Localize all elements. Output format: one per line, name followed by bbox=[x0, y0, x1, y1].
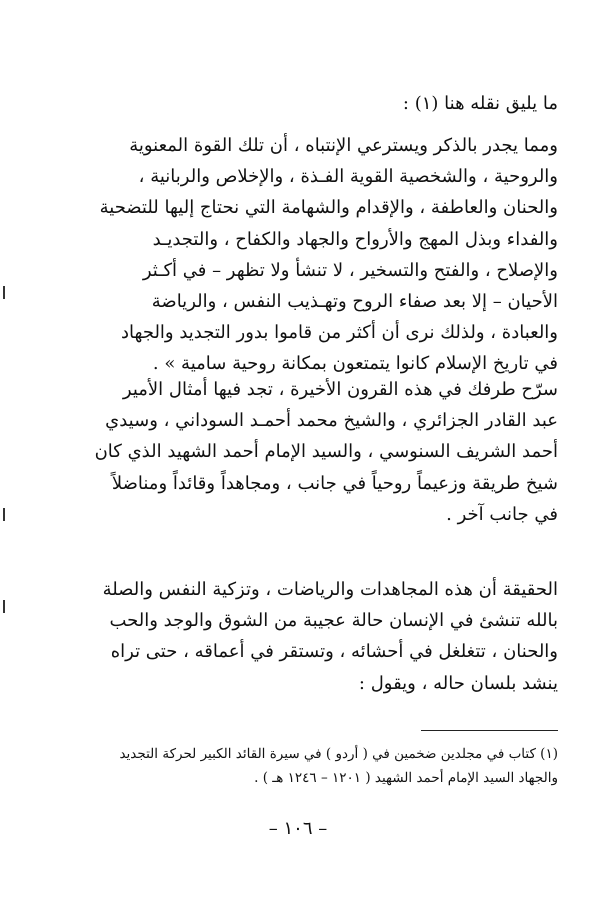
text-line: ما يليق نقله هنا (١) : bbox=[402, 93, 558, 114]
text-line: الأحيان – إلا بعد صفاء الروح وتهـذيب النفس ، والرياضة bbox=[151, 291, 558, 313]
text-line: في جانب آخر . bbox=[446, 503, 558, 525]
margin-mark bbox=[3, 508, 5, 521]
footnote-line: (١) كتاب في مجلدين ضخمين في ( أردو ) في سيرة القائد الكبير لحركة التجديد bbox=[119, 746, 558, 762]
paragraph-2 bbox=[86, 374, 558, 530]
margin-mark bbox=[3, 600, 5, 613]
text-line: الحقيقة أن هذه المجاهدات والرياضات ، وتزكية النفس والصلة bbox=[102, 579, 558, 600]
text-line: والفداء وبذل المهج والأرواح والجهاد والكفاح ، والتجديـد bbox=[152, 228, 558, 250]
text-line: أحمد الشريف السنوسي ، والسيد الإمام أحمد الشهيد الذي كان bbox=[94, 441, 558, 463]
text-line: والروحية ، والشخصية القوية الفـذة ، والإخلاص والربانية ، bbox=[138, 166, 558, 188]
paragraph-3 bbox=[86, 574, 558, 699]
footnote bbox=[86, 742, 558, 790]
text-line: والإصلاح ، والفتح والتسخير ، لا تنشأ ولا تظهر – في أكـثر bbox=[142, 259, 558, 281]
text-line: عبد القادر الجزائري ، والشيخ محمد أحمـد السوداني ، وسيدي bbox=[105, 410, 558, 432]
text-line: شيخ طريقة وزعيماً روحياً في جانب ، ومجاهداً وقائداً ومناضلاً bbox=[111, 472, 558, 494]
footnote-line: والجهاد السيد الإمام أحمد الشهيد ( ١٢٠١ – ١٢٤٦ هـ ) . bbox=[254, 770, 558, 786]
margin-mark bbox=[3, 286, 5, 299]
text-line: سرّح طرفك في هذه القرون الأخيرة ، تجد فيها أمثال الأمير bbox=[122, 379, 558, 400]
text-line: والحنان ، تتغلغل في أحشائه ، وتستقر في أعماقه ، حتى تراه bbox=[110, 641, 558, 663]
footnote-separator bbox=[421, 730, 558, 731]
text-line: بالله تنشئ في الإنسان حالة عجيبة من الشوق والوجد والحب bbox=[109, 610, 558, 632]
page-number: – ١٠٦ – bbox=[268, 818, 328, 839]
text-line: ومما يجدر بالذكر ويسترعي الإنتباه ، أن تلك القوة المعنوية bbox=[129, 135, 558, 156]
text-line: والحنان والعاطفة ، والإقدام والشهامة التي نحتاج إليها للتضحية bbox=[99, 197, 558, 219]
intro-line bbox=[86, 88, 558, 119]
text-line: ينشد بلسان حاله ، ويقول : bbox=[358, 672, 558, 694]
text-line: في تاريخ الإسلام كانوا يتمتعون بمكانة روحية سامية » . bbox=[152, 353, 558, 375]
paragraph-1 bbox=[86, 130, 558, 380]
text-line: والعبادة ، ولذلك نرى أن أكثر من قاموا بدور التجديد والجهاد bbox=[121, 322, 558, 344]
